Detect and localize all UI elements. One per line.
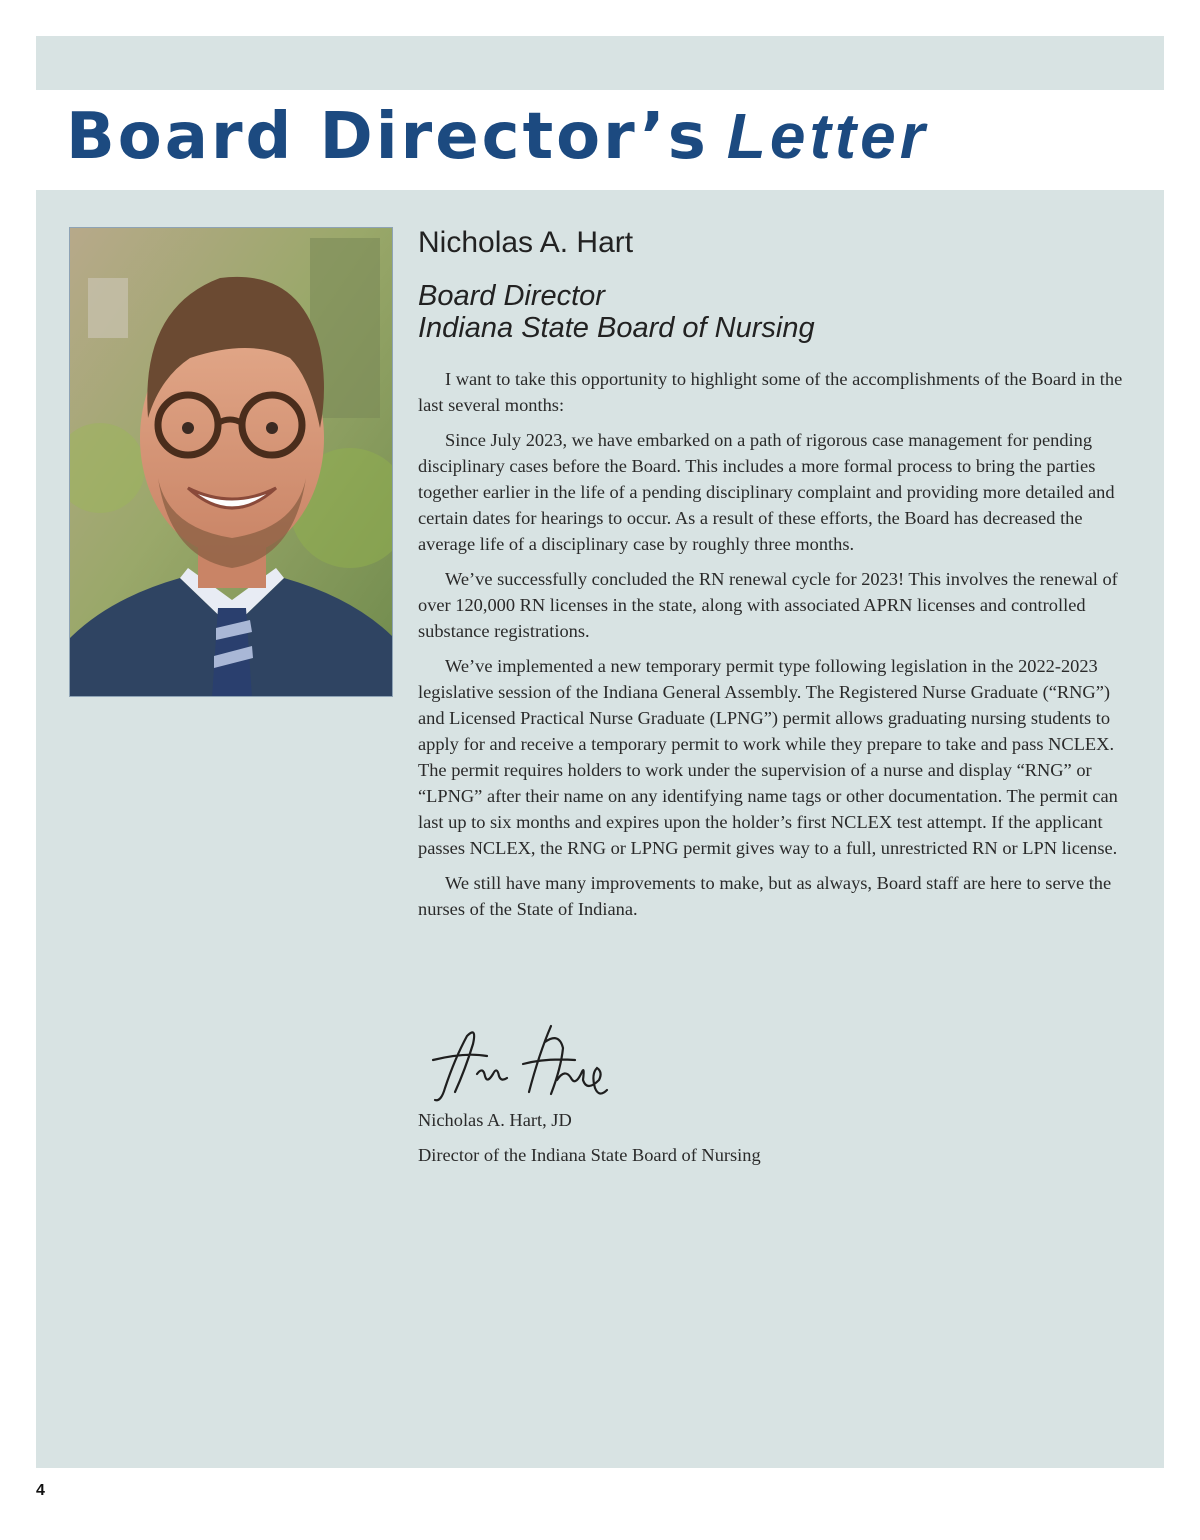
- signoff-role: Director of the Indiana State Board of Nursing: [418, 1145, 761, 1165]
- letter-body: [418, 366, 1138, 931]
- author-title: [418, 280, 815, 344]
- page-title: [66, 100, 929, 174]
- letter-paragraph: We still have many improvements to make, but as always, Board staff are here to serve the nurses of the State of Indiana.: [418, 873, 1112, 919]
- signature-icon: [425, 1018, 615, 1108]
- page-title-bold: Board Director’s: [66, 100, 709, 174]
- letter-paragraph: Since July 2023, we have embarked on a path of rigorous case management for pending disciplinary cases before the Board. This includes a more formal process to bring the parties together earlier in the life of a pending disciplinary complaint and providing more detailed and certain dates for hearings to occur. As a result of these efforts, the Board has decreased the average life of a disciplinary case by roughly three months.: [418, 430, 1115, 554]
- letter-paragraph: We’ve successfully concluded the RN renewal cycle for 2023! This involves the renewal of over 120,000 RN licenses in the state, along with associated APRN licenses and controlled substance registrations.: [418, 569, 1118, 641]
- top-band: [36, 36, 1164, 90]
- author-title-line: Board Director: [418, 280, 605, 312]
- letter-paragraph: I want to take this opportunity to highlight some of the accomplishments of the Board in the last several months:: [418, 369, 1123, 415]
- portrait-photo: [69, 227, 393, 697]
- portrait-illustration: [70, 228, 393, 697]
- page-number: 4: [36, 1482, 45, 1499]
- author-organization-line: Indiana State Board of Nursing: [418, 312, 815, 344]
- signoff-name: Nicholas A. Hart, JD: [418, 1110, 572, 1130]
- page-title-italic: Letter: [726, 100, 929, 172]
- author-name: Nicholas A. Hart: [418, 226, 634, 259]
- letter-paragraph: We’ve implemented a new temporary permit type following legislation in the 2022-2023 legislative session of the Indiana General Assembly. The Registered Nurse Graduate (“RNG”) and Licensed Practical Nurse Graduate (LPNG”) permit allows graduating nursing students to apply for and receive a temporary permit to work while they prepare to take and pass NCLEX. The permit requires holders to work under the supervision of a nurse and display “RNG” or “LPNG” after their name on any identifying name tags or other documentation. The permit can last up to six months and expires upon the holder’s first NCLEX test attempt. If the applicant passes NCLEX, the RNG or LPNG permit gives way to a full, unrestricted RN or LPN license.: [418, 656, 1118, 858]
